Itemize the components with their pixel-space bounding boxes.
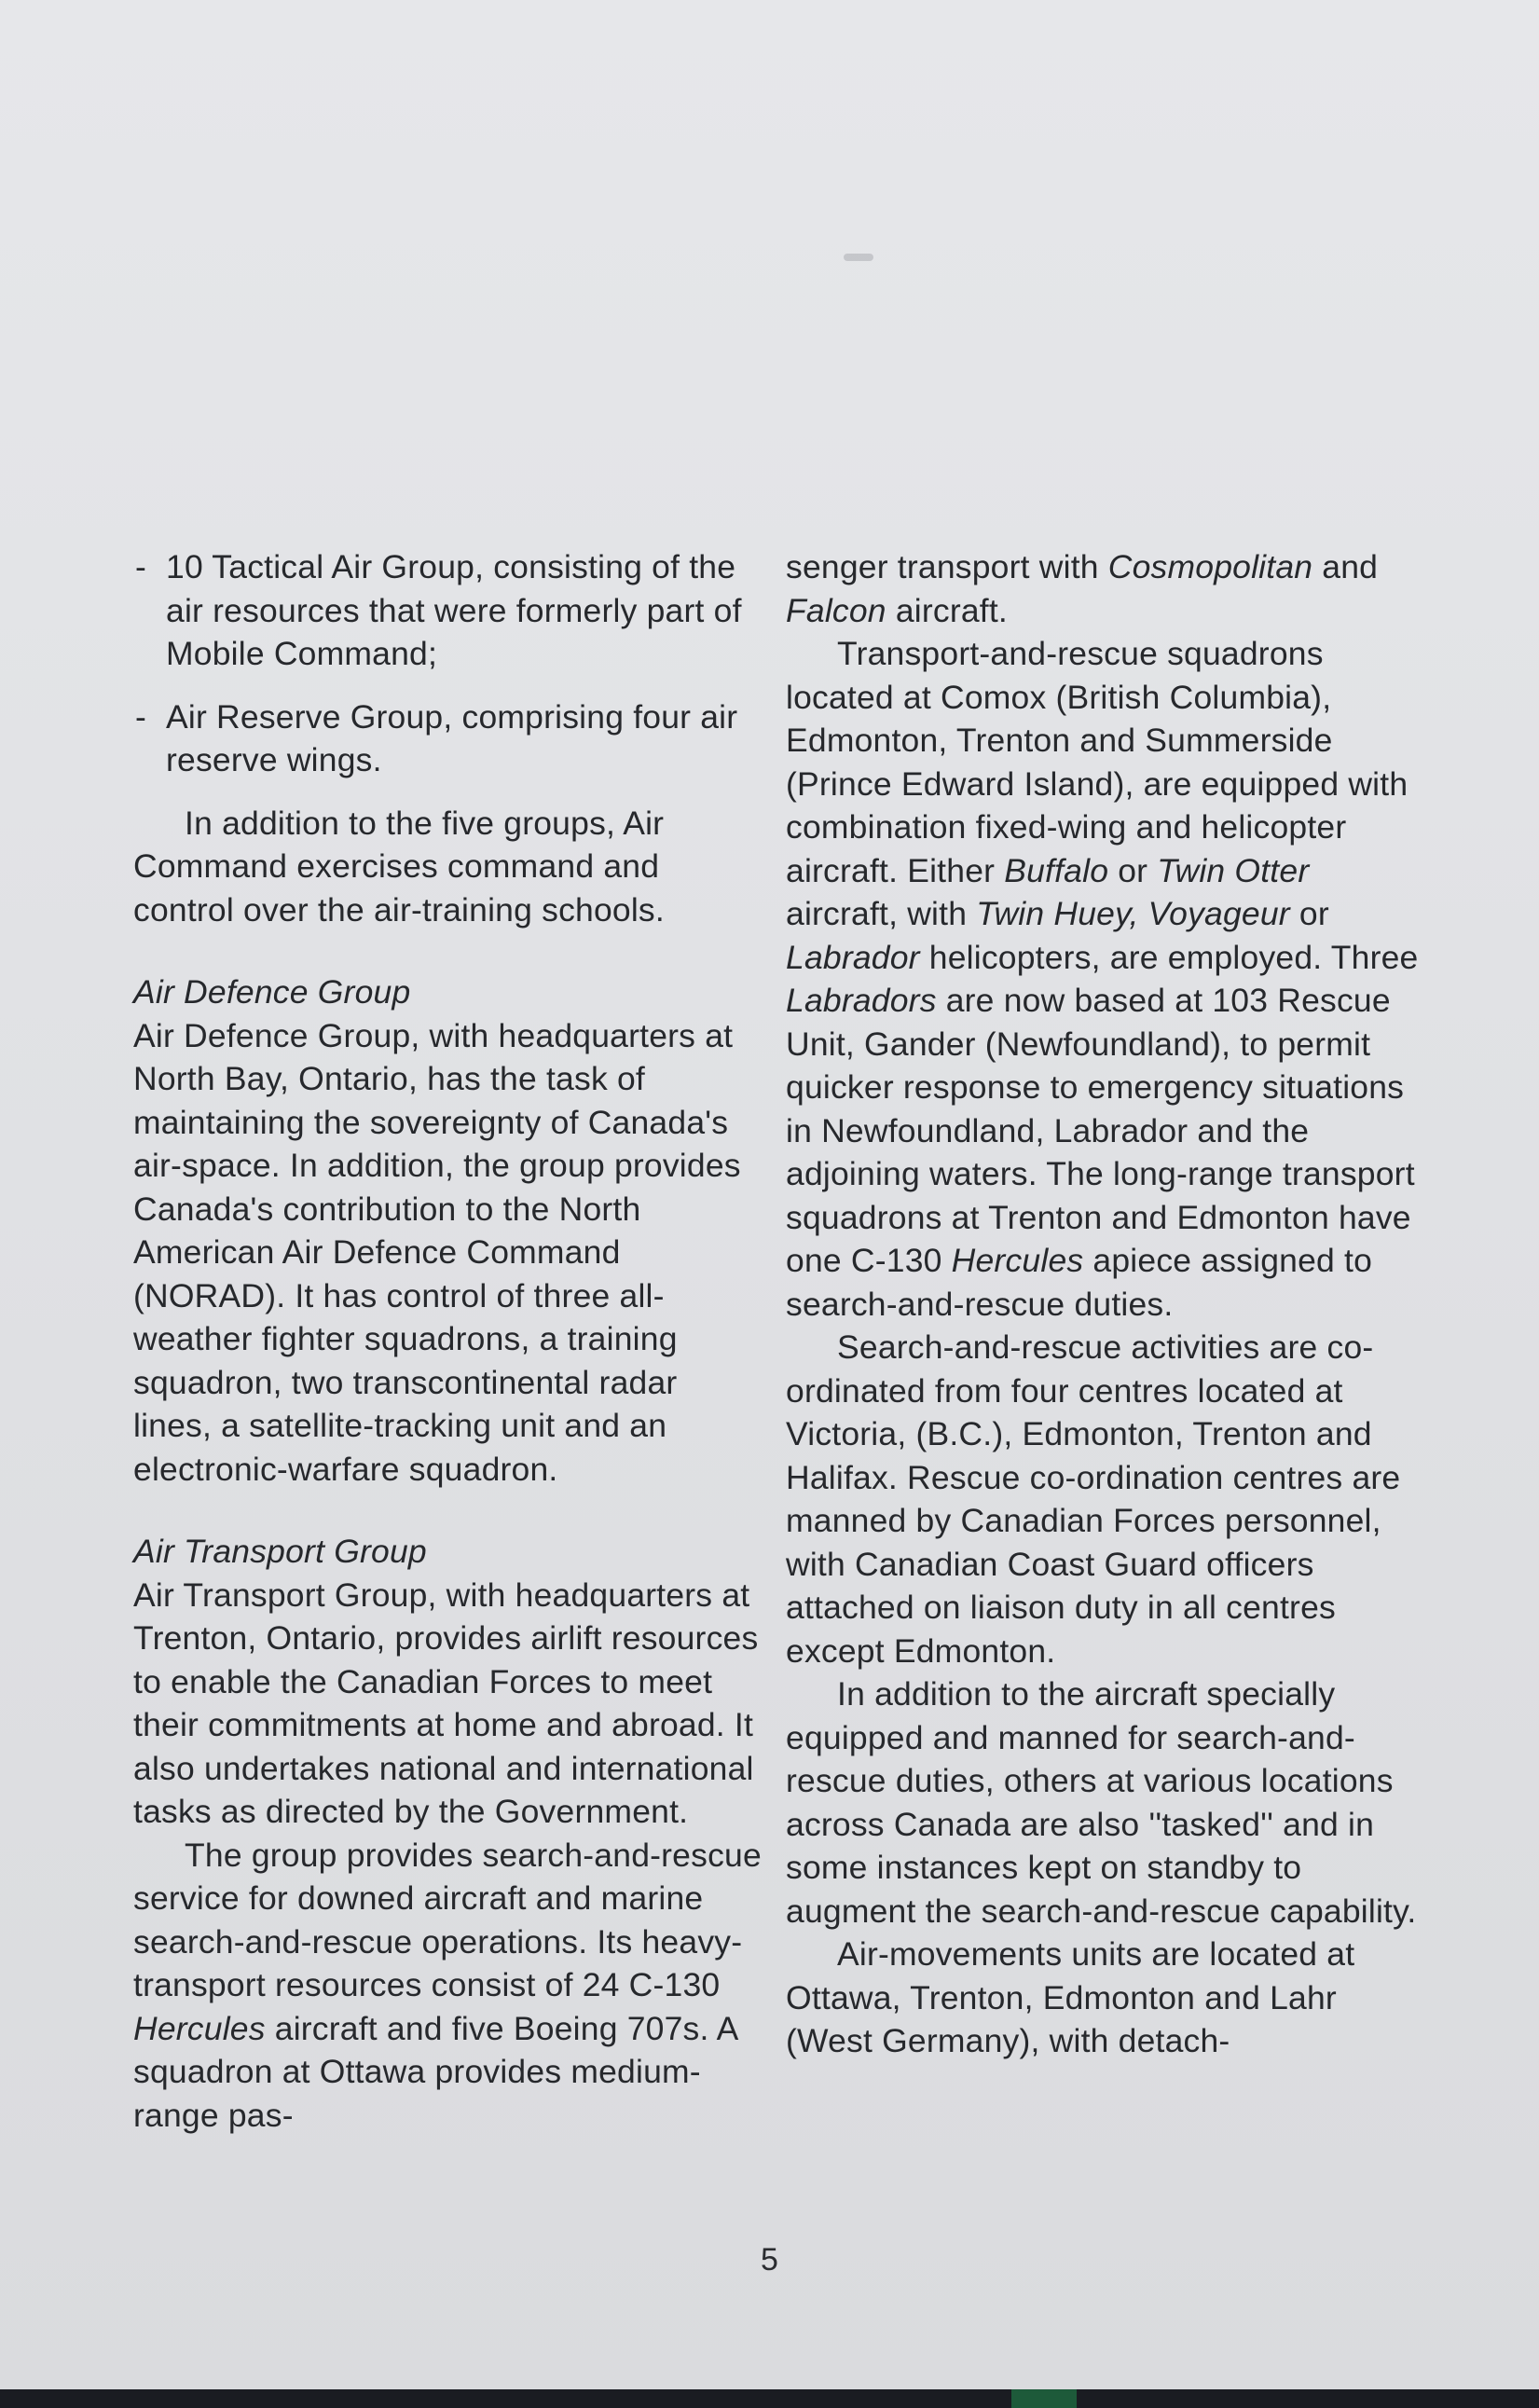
aircraft-name-labradors: Labradors [786, 982, 937, 1019]
page-number: 5 [761, 2242, 778, 2277]
paragraph-search-and-rescue-service [133, 1834, 763, 2138]
text-run: apiece assigned to search-and-rescue duties. [786, 1242, 1373, 1323]
text-run: Transport-and-rescue squadrons located at Comox (British Columbia), Edmonton, Trenton and Summerside (Prince Edward Island), are equipped with combination fixed-wing and helicopter aircraft. Either [786, 635, 1408, 889]
text-run: The group provides search-and-rescue service for downed aircraft and marine search-and-rescue operations. Its heavy-transport resources consist of 24 C-130 [133, 1836, 762, 2003]
text-run: or [1289, 895, 1329, 932]
text-run: are now based at 103 Rescue Unit, Gander (Newfoundland), to permit quicker response to emergency situations in Newfoundland, Labrador and the adjoining waters. The long-range transport squadrons at Trenton and Edmonton have one C-130 [786, 982, 1415, 1279]
text-run: aircraft, with [786, 895, 977, 932]
paragraph-air-movements-units: Air-movements units are located at Ottawa, Trenton, Edmonton and Lahr (West Germany), with detach- [786, 1935, 1355, 2059]
aircraft-name-buffalo: Buffalo [1004, 851, 1109, 889]
paragraph-passenger-transport [786, 545, 1420, 632]
bullet-text: Air Reserve Group, comprising four air reserve wings. [166, 697, 738, 778]
text-run: aircraft and five Boeing 707s. A squadron at Ottawa provides medium-range pas- [133, 2009, 737, 2134]
text-run: and [1312, 548, 1379, 585]
aircraft-name-hercules: Hercules [951, 1242, 1084, 1279]
paragraph-air-transport-group: Air Transport Group, with headquarters at Trenton, Ontario, provides airlift resources to enable the Canadian Forces to meet their commitments at home and abroad. It also undertakes national and international tasks as directed by the Government. [133, 1576, 759, 1830]
print-smudge [844, 254, 873, 261]
section-heading-air-defence-group: Air Defence Group [133, 973, 411, 1011]
paragraph-transport-and-rescue-squadrons [786, 632, 1420, 1326]
bullet-dash: - [135, 548, 147, 585]
paragraph-tasked-aircraft: In addition to the aircraft specially equipped and manned for search-and-rescue duties, others at various locations across Canada are also ''tasked'' and in some instances kept on standby to augment the search-and-rescue capability. [786, 1675, 1417, 1930]
paragraph-air-defence-group: Air Defence Group, with headquarters at North Bay, Ontario, has the task of maintaining the sovereignty of Canada's air-space. In addition, the group provides Canada's contribution to the North American Air Defence Command (NORAD). It has control of three all-weather fighter squadrons, a training squadron, two transcontinental radar lines, a satellite-tracking unit and an electronic-warfare squadron. [133, 1016, 741, 1488]
bullet-item-tactical-air-group [135, 545, 763, 676]
paragraph-search-and-rescue-centres: Search-and-rescue activities are co-ordinated from four centres located at Victoria, (B.C.), Edmonton, Trenton and Halifax. Rescue co-ordination centres are manned by Canadian Forces personnel, with Canadian Coast Guard officers attached on liaison duty in all centres except Edmonton. [786, 1328, 1401, 1670]
paragraph-air-command: In addition to the five groups, Air Command exercises command and control over the air-training schools. [133, 804, 665, 929]
bullet-dash: - [135, 697, 147, 736]
aircraft-name-hercules: Hercules [133, 2009, 266, 2047]
bullet-item-air-reserve-group [135, 695, 763, 782]
text-run: or [1108, 851, 1158, 889]
text-run: helicopters, are employed. Three [919, 938, 1419, 976]
aircraft-name-falcon: Falcon [786, 591, 886, 629]
section-heading-air-transport-group: Air Transport Group [133, 1533, 427, 1570]
scan-bottom-accent [1011, 2389, 1077, 2408]
left-column [133, 545, 763, 2137]
scan-bottom-edge [0, 2389, 1539, 2408]
bullet-text: 10 Tactical Air Group, consisting of the air resources that were formerly part of Mobile Command; [166, 548, 742, 672]
aircraft-name-twin-otter: Twin Otter [1157, 851, 1310, 889]
text-run: aircraft. [886, 591, 1008, 629]
aircraft-name-cosmopolitan: Cosmopolitan [1107, 548, 1313, 585]
text-run: senger transport with [786, 548, 1108, 585]
aircraft-name-labrador: Labrador [786, 938, 920, 976]
aircraft-name-twin-huey-voyageur: Twin Huey, Voyageur [976, 895, 1290, 932]
right-column [786, 545, 1420, 2063]
